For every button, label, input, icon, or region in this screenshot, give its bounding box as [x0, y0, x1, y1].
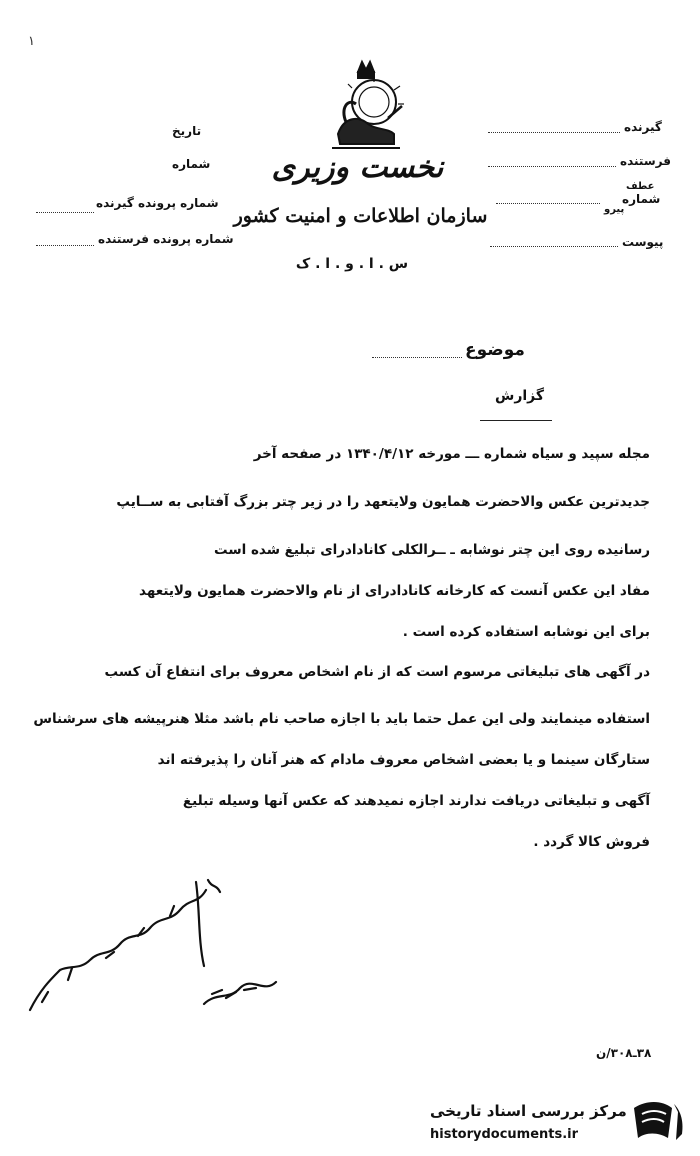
- right-field-dotted-line: [488, 166, 616, 167]
- body-line: استفاده مینمایند ولی این عمل حتما باید با اجازه صاحب نام باشد مثلا هنرپیشه های سرشناس: [33, 711, 650, 727]
- body-line: ستارگان سینما و یا بعضی اشخاص معروف مادام که هنر آنان را پذیرفته اند: [157, 752, 650, 768]
- body-line: مجله سپید و سیاه شماره ـــ مورخه ۱۳۴۰/۴/۱۲ در صفحه آخر: [253, 446, 650, 462]
- body-line: مفاد این عکس آنست که کارخانه کانادادرای از نام والاحضرت همایون ولایتعهد: [139, 583, 650, 599]
- page-number-mark: ۱: [28, 34, 35, 49]
- body-line: جدیدترین عکس والاحضرت همایون ولایتعهد را در زیر چتر بزرگ آفتابی به ســایپ: [116, 494, 650, 510]
- archive-name: مرکز بررسی اسناد تاریخی: [430, 1102, 627, 1120]
- right-field-number-label: شماره: [622, 192, 661, 206]
- left-field-dotted-line: [36, 245, 94, 246]
- right-field-dotted-line: [496, 203, 600, 204]
- left-field-recipient-file-label: شماره پرونده گیرنده: [96, 196, 219, 210]
- subject-dotted-line: [372, 357, 462, 358]
- lion-and-sun-emblem-icon: [318, 58, 414, 158]
- right-field-recipient-label: گیرنده: [624, 120, 662, 134]
- archive-logo-icon: [628, 1094, 690, 1148]
- subject-label: موضوع: [465, 340, 525, 360]
- left-field-dotted-line: [36, 212, 94, 213]
- left-field-date-label: تاریخ: [172, 124, 202, 138]
- left-field-sender-file-label: شماره پرونده فرستنده: [98, 232, 234, 246]
- organization-code: س . ا . و . ا . ک: [295, 256, 409, 272]
- organization-subtitle: سازمان اطلاعات و امنیت کشور: [233, 205, 488, 227]
- handwritten-annotation: [20, 870, 280, 1020]
- right-field-sender-label: فرستنده: [620, 154, 671, 168]
- document-number: ۳۸ـ۳۰۸/ن: [596, 1046, 652, 1060]
- right-field-attachment-label: پیوست: [622, 235, 664, 249]
- body-line: آگهی و تبلیغاتی دریافت ندارند اجازه نمیدهند که عکس آنها وسیله تبلیغ: [182, 793, 650, 809]
- organization-title: نخست وزیری: [271, 150, 444, 185]
- body-line: رسانیده روی این چتر نوشابه ـ ــرالکلی کانادادرای تبلیغ شده است: [214, 542, 650, 558]
- right-field-dotted-line: [490, 246, 618, 247]
- report-title-underline: [480, 420, 552, 421]
- report-title: گزارش: [495, 388, 545, 404]
- body-line: فروش کالا گردد .: [533, 834, 650, 850]
- body-line: برای این نوشابه استفاده کرده است .: [402, 624, 650, 640]
- right-field-reference-note: عطف: [626, 181, 655, 192]
- left-field-number-label: شماره: [172, 157, 211, 171]
- archive-url: historydocuments.ir: [430, 1127, 579, 1142]
- body-line: در آگهی های تبلیغاتی مرسوم است که از نام اشخاص معروف برای انتفاع آن کسب: [104, 664, 650, 680]
- right-field-followup-note: پیرو: [604, 204, 625, 215]
- right-field-dotted-line: [488, 132, 620, 133]
